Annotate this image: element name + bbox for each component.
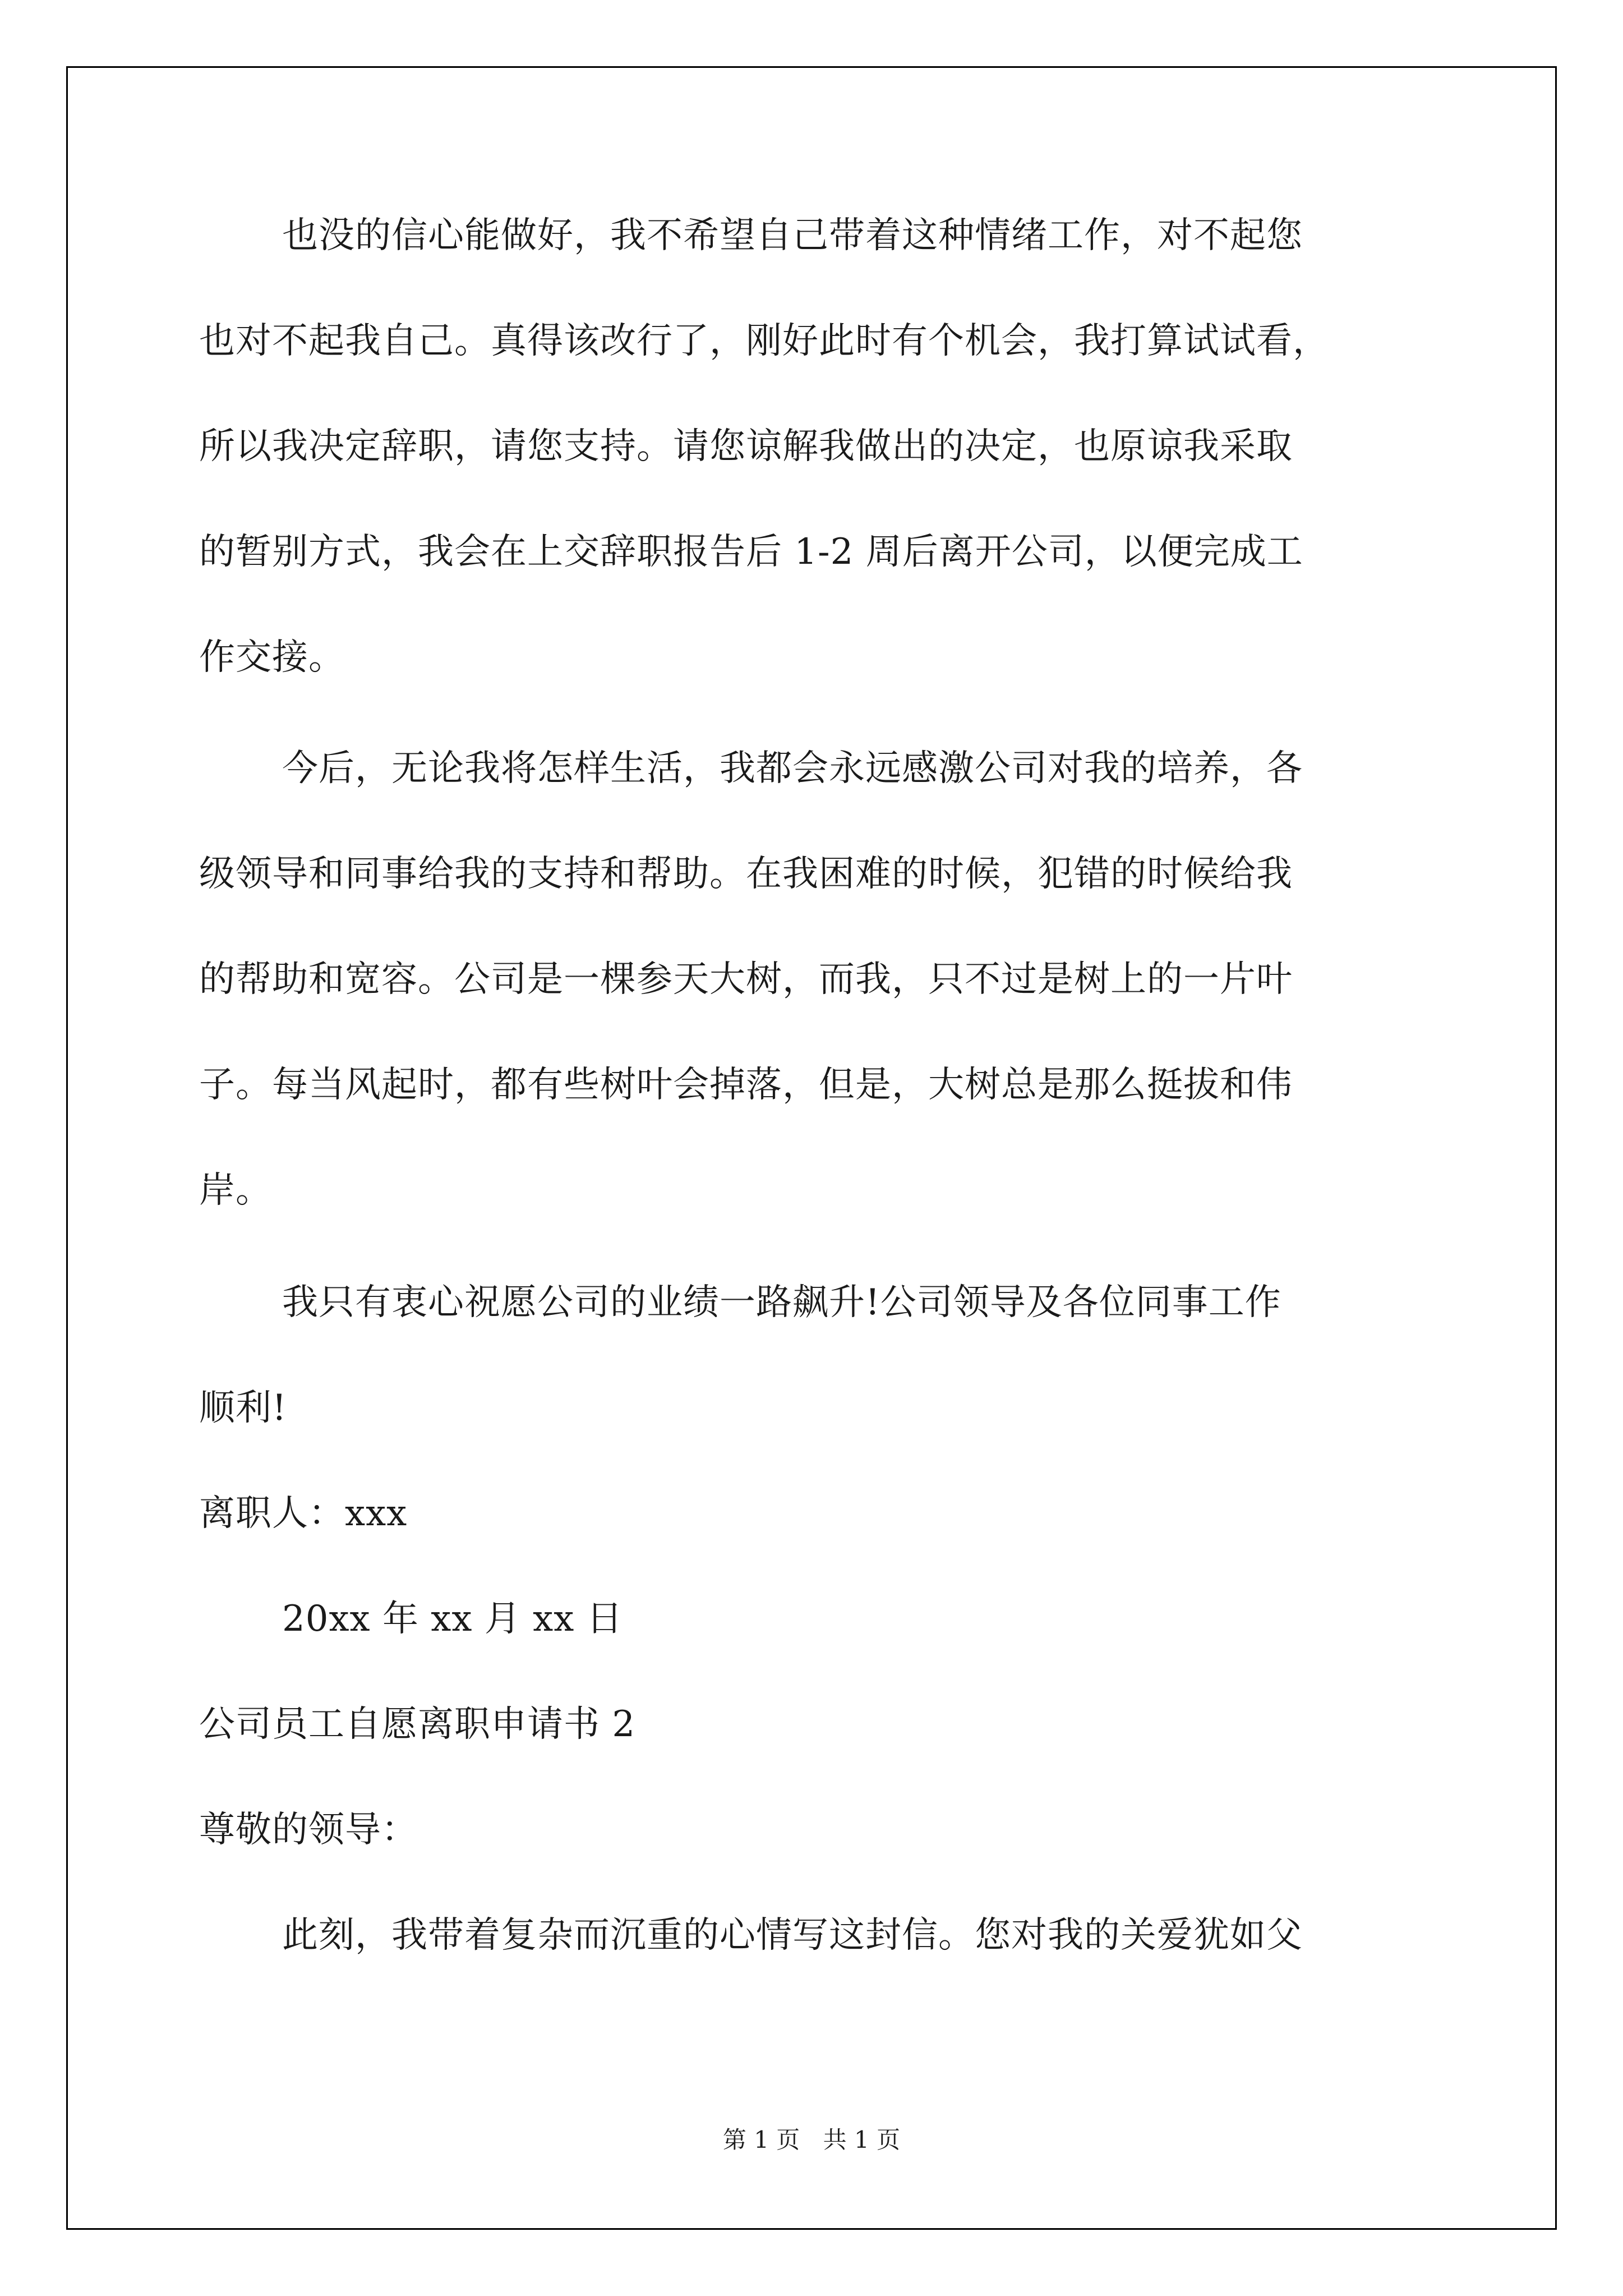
text-line: 顺利! bbox=[199, 1387, 287, 1429]
text-line: 所以我决定辞职，请您支持。请您谅解我做出的决定，也原谅我采取 bbox=[199, 426, 1293, 467]
text-line: 也对不起我自己。真得该改行了，刚好此时有个机会，我打算试试看， bbox=[199, 320, 1329, 362]
signatory-line: 离职人：xxx bbox=[199, 1493, 408, 1534]
page-footer bbox=[0, 2126, 1623, 2154]
text-line: 作交接。 bbox=[199, 637, 345, 678]
text-line: 子。每当风起时，都有些树叶会掉落，但是，大树总是那么挺拔和伟 bbox=[199, 1064, 1293, 1106]
text-line: 我只有衷心祝愿公司的业绩一路飙升!公司领导及各位同事工作 bbox=[282, 1282, 1281, 1323]
text-line: 级领导和同事给我的支持和帮助。在我困难的时候，犯错的时候给我 bbox=[199, 853, 1293, 895]
page-number: 第 1 页 bbox=[722, 2126, 800, 2154]
page-border bbox=[66, 66, 1557, 2230]
text-line: 岸。 bbox=[199, 1170, 272, 1211]
text-line: 也没的信心能做好，我不希望自己带着这种情绪工作，对不起您 bbox=[282, 215, 1303, 256]
text-line: 的暂别方式，我会在上交辞职报告后 1-2 周后离开公司，以便完成工 bbox=[199, 531, 1303, 573]
text-line: 的帮助和宽容。公司是一棵参天大树，而我，只不过是树上的一片叶 bbox=[199, 959, 1293, 1000]
section-title: 公司员工自愿离职申请书 2 bbox=[199, 1704, 636, 1745]
salutation: 尊敬的领导： bbox=[199, 1809, 418, 1851]
date-line: 20xx 年 xx 月 xx 日 bbox=[282, 1598, 623, 1640]
text-line: 今后，无论我将怎样生活，我都会永远感激公司对我的培养，各 bbox=[282, 748, 1303, 789]
page-total: 共 1 页 bbox=[823, 2126, 901, 2154]
text-line: 此刻，我带着复杂而沉重的心情写这封信。您对我的关爱犹如父 bbox=[282, 1915, 1303, 1956]
